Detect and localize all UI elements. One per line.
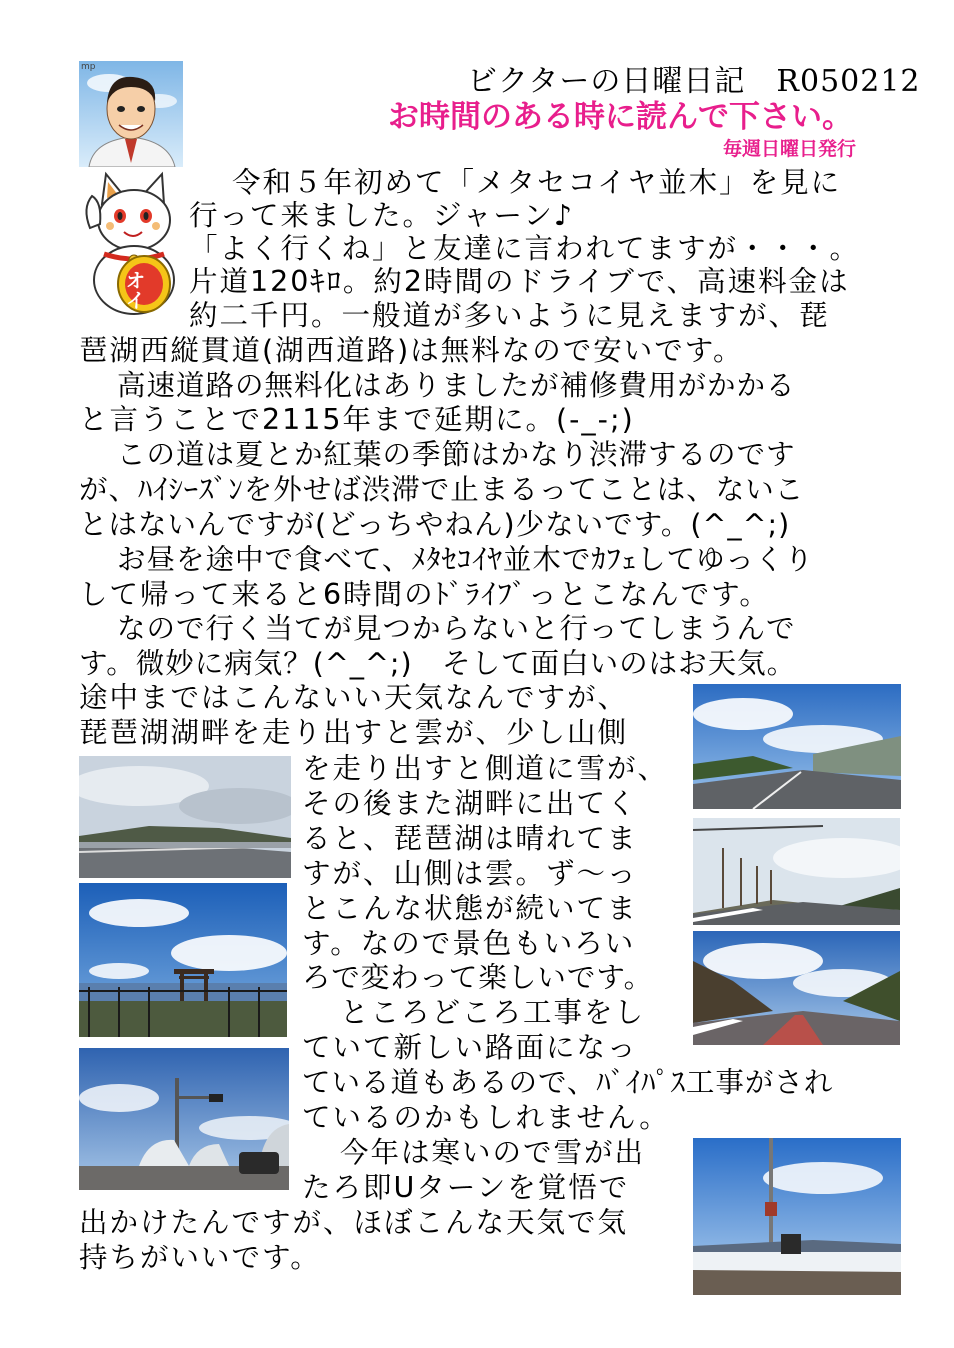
text-line: と言うことで2115年まで延期に。(-_-;) bbox=[79, 403, 635, 436]
text-line: 琵琶湖湖畔を走り出すと雲が、少し山側 bbox=[79, 716, 629, 749]
text-line: 今年は寒いので雪が出 bbox=[340, 1136, 646, 1169]
diary-subtitle: お時間のある時に読んで下さい。 bbox=[388, 99, 853, 135]
text-line: 出かけたんですが、ほぼこんな天気で気 bbox=[79, 1206, 629, 1239]
photo-construction bbox=[79, 1048, 289, 1190]
cat-coin-label: オイ bbox=[122, 270, 146, 310]
text-line: すが、山側は雲。ず～っ bbox=[302, 857, 638, 890]
text-line: ている道もあるので、ﾊﾞｲﾊﾟｽ工事がされ bbox=[302, 1066, 834, 1099]
text-line: 令和５年初めて「メタセコイヤ並木」を見に bbox=[232, 166, 842, 199]
text-line: ていて新しい路面になっ bbox=[302, 1031, 638, 1064]
text-line: を走り出すと側道に雪が、 bbox=[302, 752, 669, 785]
photo-lake-torii bbox=[79, 883, 287, 1037]
text-line: この道は夏とか紅葉の季節はかなり渋滞するのです bbox=[117, 438, 796, 471]
text-line: 途中まではこんないい天気なんですが、 bbox=[79, 681, 629, 714]
text-line: 約二千円。一般道が多いように見えますが、琵 bbox=[189, 299, 830, 332]
avatar-mark: mp bbox=[81, 62, 96, 72]
text-line: が、ﾊｲｼｰｽﾞﾝを外せば渋滞で止まるってことは、ないこ bbox=[79, 473, 805, 506]
text-line: お昼を途中で食べて、ﾒﾀｾｺｲﾔ並木でｶﾌｪしてゆっくり bbox=[117, 543, 814, 576]
text-line: ると、琵琶湖は晴れてま bbox=[302, 822, 638, 855]
text-line: ところどころ工事をし bbox=[340, 996, 646, 1029]
weekly-note: 毎週日曜日発行 bbox=[723, 138, 857, 160]
text-line: す。なので景色もいろい bbox=[302, 927, 636, 960]
text-line: 片道120ｷﾛ。約2時間のドライブで、高速料金は bbox=[189, 265, 850, 298]
text-line: して帰って来ると6時間のﾄﾞﾗｲﾌﾞっとこなんです。 bbox=[79, 578, 770, 611]
author-avatar bbox=[79, 61, 183, 167]
text-line: 高速道路の無料化はありましたが補修費用がかかる bbox=[117, 369, 796, 402]
text-line: その後また湖畔に出てく bbox=[302, 787, 638, 820]
diary-title: ビクターの日曜日記 R050212 bbox=[467, 64, 921, 99]
text-line: とこんな状態が続いてま bbox=[302, 892, 638, 925]
photo-mountain-road bbox=[693, 931, 900, 1045]
text-line: 持ちがいいです。 bbox=[79, 1241, 321, 1274]
text-line: す。微妙に病気？(^_^;) そして面白いのはお天気。 bbox=[79, 647, 797, 680]
text-line: 「よく行くね」と友達に言われてますが・・・。 bbox=[189, 232, 861, 265]
text-line: 琶湖西縦貫道(湖西道路)は無料なので安いです。 bbox=[79, 334, 744, 367]
text-line: ているのかもしれません。 bbox=[302, 1101, 670, 1134]
photo-lakeside-snow bbox=[693, 1138, 901, 1295]
photo-sunny-highway bbox=[693, 684, 901, 809]
photo-cloudy-road bbox=[79, 756, 291, 878]
photo-snowy-road bbox=[693, 818, 900, 925]
text-line: なので行く当てが見つからないと行ってしまうんで bbox=[117, 612, 796, 645]
text-line: たろ即Uターンを覚悟で bbox=[302, 1171, 630, 1204]
text-line: ろで変わって楽しいです。 bbox=[302, 961, 654, 994]
text-line: とはないんですが(どっちやねん)少ないです。(^_^;) bbox=[79, 508, 791, 541]
text-line: 行って来ました。ジャーン♪ bbox=[189, 199, 575, 232]
